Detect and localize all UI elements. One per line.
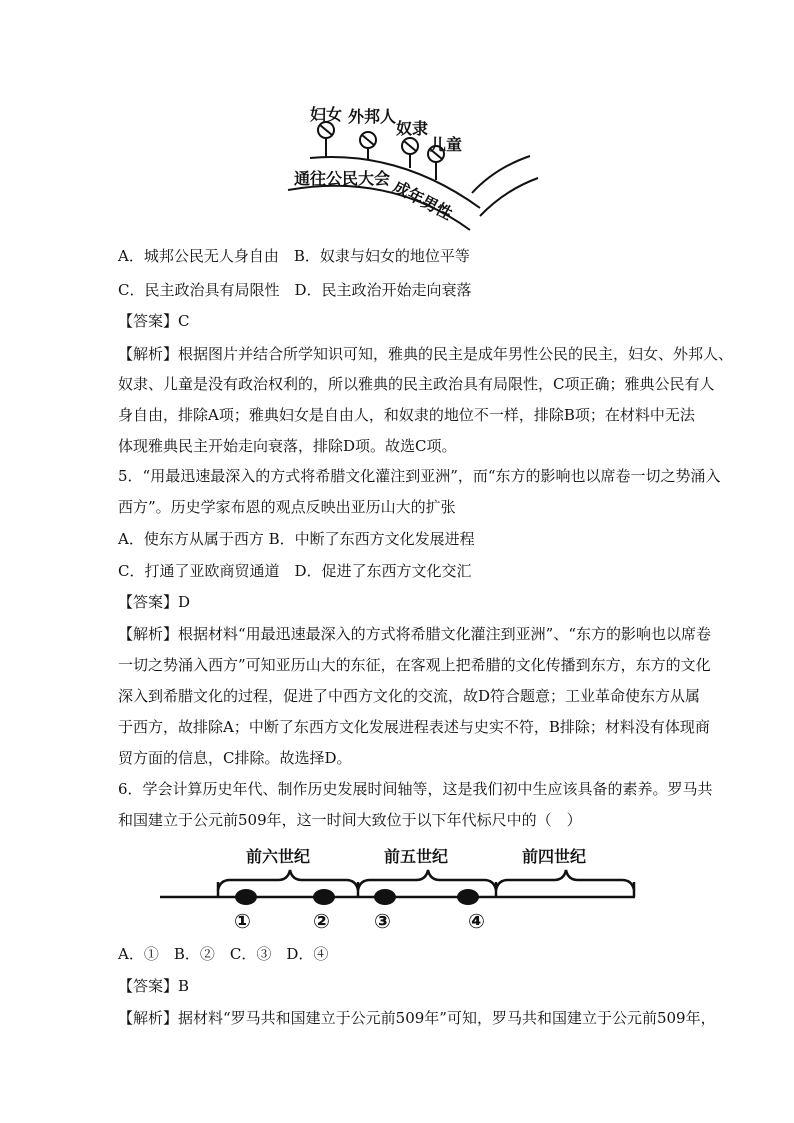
label-path: 通往公民大会 <box>294 169 391 188</box>
q6-options: A．① B．② C．③ D．④ <box>118 945 329 963</box>
q4-options-1: A．城邦公民无人身自由 B．奴隶与妇女的地位平等 <box>118 247 470 265</box>
timeline-dot-4 <box>457 889 479 905</box>
q4-analysis-4: 体现雅典民主开始走向衰落，排除D项。故选C项。 <box>118 437 457 455</box>
q5-analysis-5: 贸方面的信息，C排除。故选择D。 <box>118 749 352 767</box>
label-children: 儿童 <box>430 135 463 154</box>
q6-stem-2: 和国建立于公元前509年，这一时间大致位于以下年代标尺中的（ ） <box>118 811 582 829</box>
label-6th-century: 前六世纪 <box>246 847 311 866</box>
democracy-figure <box>280 98 540 233</box>
label-4th-century: 前四世纪 <box>522 847 587 866</box>
sign-foreigners <box>360 132 376 160</box>
q4-analysis-1: 【解析】根据图片并结合所学知识可知，雅典的民主是成年男性公民的民主，妇女、外邦人、 <box>118 345 734 363</box>
label-adult-men: 成年男性 <box>390 176 456 224</box>
q6-analysis-1: 【解析】据材料“罗马共和国建立于公元前509年”可知，罗马共和国建立于公元前509年， <box>118 1009 716 1027</box>
q5-stem-2: 西方”。历史学家布恩的观点反映出亚历山大的扩张 <box>118 498 456 516</box>
brace-4th-century <box>496 870 634 897</box>
q4-analysis-3: 身自由，排除A项；雅典妇女是自由人，和奴隶的地位不一样，排除B项；在材料中无法 <box>118 406 695 424</box>
marker-2: ② <box>313 909 330 933</box>
sign-women <box>318 122 334 158</box>
label-women: 妇女 <box>310 105 343 124</box>
q4-options-2: C．民主政治具有局限性 D．民主政治开始走向衰落 <box>118 281 472 299</box>
q5-stem-1: 5．“用最迅速最深入的方式将希腊文化灌注到亚洲”，而“东方的影响也以席卷一切之势涌入 <box>118 467 721 485</box>
q6-stem-1: 6．学会计算历史年代、制作历史发展时间轴等，这是我们初中生应该具备的素养。罗马共 <box>118 780 713 798</box>
label-foreigners: 外邦人 <box>348 107 397 126</box>
timeline-dot-3 <box>374 889 396 905</box>
q6-answer: 【答案】B <box>118 977 190 995</box>
marker-4: ④ <box>468 909 485 933</box>
label-5th-century: 前五世纪 <box>384 847 449 866</box>
timeline-dot-1 <box>235 889 257 905</box>
timeline-dot-2 <box>313 889 335 905</box>
q4-answer: 【答案】C <box>118 312 190 330</box>
q5-analysis-3: 深入到希腊文化的过程，促进了中西方文化的交流，故D符合题意；工业革命使东方从属 <box>118 687 701 705</box>
q5-options-2: C．打通了亚欧商贸通道 D．促进了东西方文化交汇 <box>118 562 472 580</box>
marker-1: ① <box>234 909 251 933</box>
q5-options-1: A．使东方从属于西方 B．中断了东西方文化发展进程 <box>118 530 475 548</box>
q4-analysis-2: 奴隶、儿童是没有政治权利的，所以雅典的民主政治具有局限性，C项正确；雅典公民有人 <box>118 375 715 393</box>
q5-analysis-1: 【解析】根据材料“用最迅速最深入的方式将希腊文化灌注到亚洲”、“东方的影响也以席卷 <box>118 625 712 643</box>
label-slaves: 奴隶 <box>396 119 429 138</box>
q5-answer: 【答案】D <box>118 593 191 611</box>
q5-analysis-4: 于西方，故排除A；中断了东西方文化发展进程表述与史实不符，B排除；材料没有体现商 <box>118 718 710 736</box>
sign-slaves <box>402 138 418 168</box>
q5-analysis-2: 一切之势涌入西方”可知亚历山大的东征，在客观上把希腊的文化传播到东方，东方的文化 <box>118 656 711 674</box>
timeline-figure <box>150 838 650 938</box>
marker-3: ③ <box>374 909 391 933</box>
